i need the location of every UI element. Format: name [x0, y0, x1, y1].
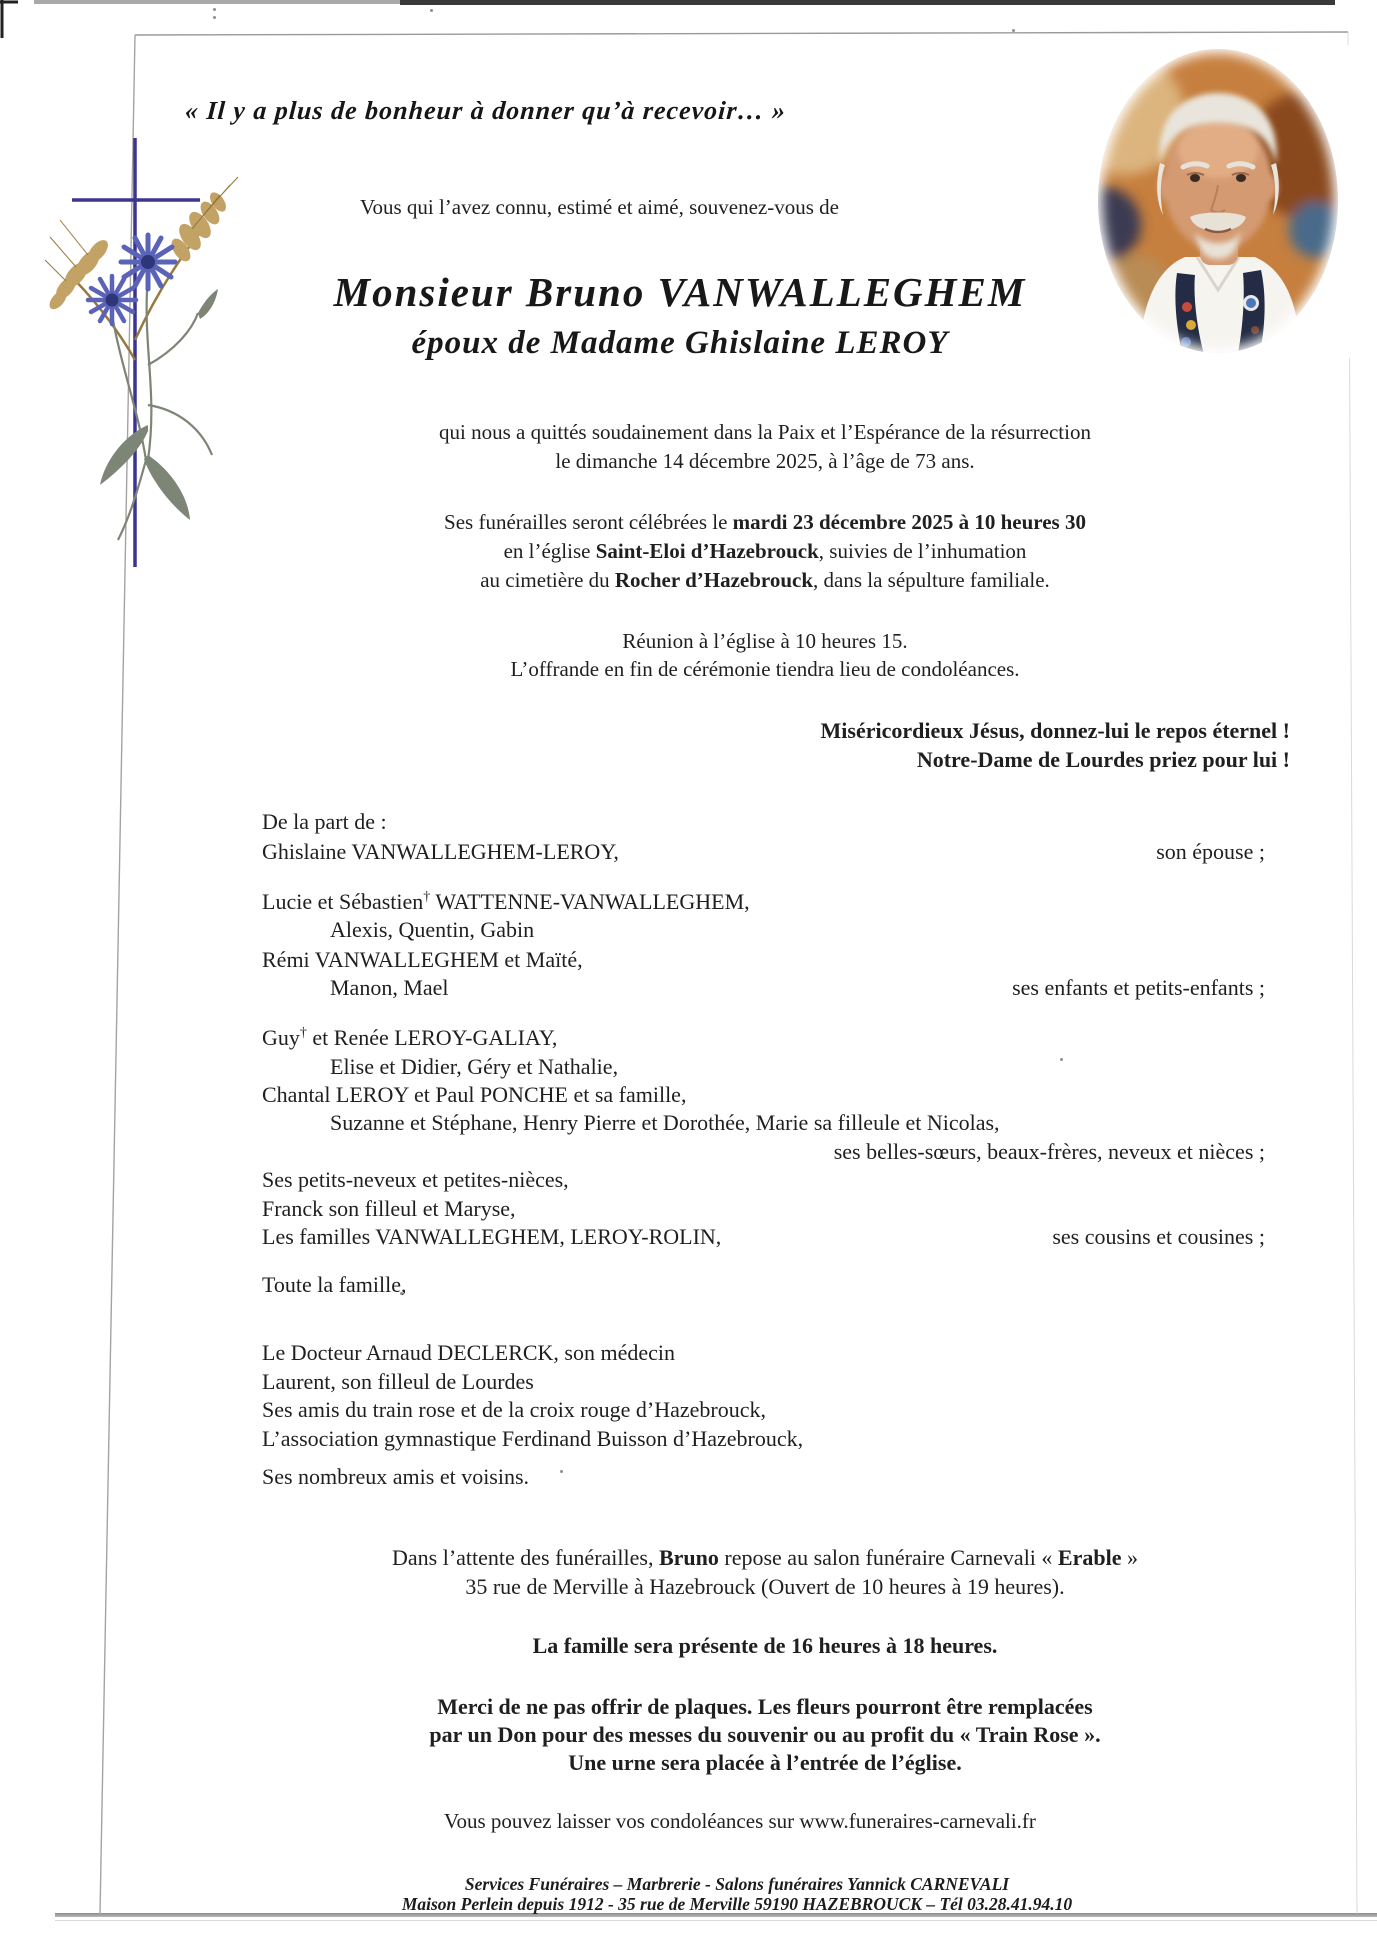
- deceased-spouse-line: époux de Madame Ghislaine LEROY: [411, 325, 949, 361]
- tribute-friends: Ses amis du train rose et de la croix rouge d’Hazebrouck,: [262, 1397, 766, 1422]
- guy-surname: et Renée LEROY-GALIAY,: [306, 1025, 558, 1050]
- family-row-guy: [262, 1023, 1265, 1053]
- wake-info: [150, 1543, 1377, 1601]
- family-row-remi-children: [262, 973, 1265, 1003]
- meeting-line: Réunion à l’église à 10 heures 15.: [622, 629, 908, 653]
- ceremony-info: [150, 627, 1377, 683]
- family-row-remi: Rémi VANWALLEGHEM et Maïté,: [262, 947, 583, 972]
- children-relation: ses enfants et petits-enfants ;: [1012, 975, 1265, 1000]
- wheat-head-right: [168, 177, 238, 265]
- scan-corner-bracket: [0, 0, 18, 38]
- wake-salon-name: Erable: [1057, 1545, 1122, 1570]
- funeral-line-1: [150, 508, 1377, 537]
- funeral-church: Saint-Eloi d’Hazebrouck: [595, 539, 819, 563]
- footer-line-1: Services Funéraires – Marbrerie - Salons funéraires Yannick CARNEVALI: [464, 1874, 1010, 1894]
- family-row-families: [262, 1222, 1265, 1252]
- prayer-line-2: Notre-Dame de Lourdes priez pour lui !: [916, 747, 1290, 772]
- condolences-line: Vous pouvez laisser vos condoléances sur www.funeraires-carnevali.fr: [444, 1809, 1036, 1833]
- family-row-inlaws-relation: ses belles-sœurs, beaux-frères, neveux et nièces ;: [833, 1139, 1265, 1164]
- family-row-wife: [262, 837, 1265, 867]
- cousins-relation: ses cousins et cousines ;: [1052, 1224, 1265, 1249]
- funeral-line-2-tail: , suivies de l’inhumation: [818, 539, 1027, 563]
- tribute-association: L’association gymnastique Ferdinand Buisson d’Hazebrouck,: [262, 1426, 804, 1451]
- wake-line-2: 35 rue de Merville à Hazebrouck (Ouvert de 10 heures à 19 heures).: [465, 1574, 1065, 1599]
- funeral-line-1-text: Ses funérailles seront célébrées le: [444, 510, 733, 534]
- offering-line: L’offrande en fin de cérémonie tiendra lieu de condoléances.: [510, 657, 1020, 681]
- deceased-title-block: [80, 263, 1280, 365]
- wake-line-1-text: Dans l’attente des funérailles,: [392, 1545, 659, 1570]
- passing-line-2: le dimanche 14 décembre 2025, à l’âge de 73 ans.: [555, 449, 975, 473]
- passing-line-1: qui nous a quittés soudainement dans la Paix et l’Espérance de la résurrection: [439, 420, 1091, 444]
- funeral-line-3: [150, 566, 1377, 595]
- family-row-whole-family: Toute la famille,: [262, 1272, 407, 1297]
- tribute-neighbors: Ses nombreux amis et voisins.: [262, 1464, 530, 1489]
- family-row-franck: Franck son filleul et Maryse,: [262, 1196, 516, 1221]
- deceased-name: Monsieur Bruno VANWALLEGHEM: [333, 269, 1027, 315]
- tribute-doctor: Le Docteur Arnaud DECLERCK, son médecin: [262, 1340, 676, 1365]
- wake-line-1-tail: »: [1121, 1545, 1138, 1570]
- family-row-lucie-children: Alexis, Quentin, Gabin: [330, 917, 535, 942]
- flowers-line-3: Une urne sera placée à l’entrée de l’église.: [568, 1750, 962, 1775]
- guy-name: Guy: [262, 1025, 300, 1050]
- wake-line-1: [150, 1543, 1377, 1572]
- families-names: Les familles VANWALLEGHEM, LEROY-ROLIN,: [262, 1224, 722, 1249]
- funeral-line-3-tail: , dans la sépulture familiale.: [813, 568, 1050, 592]
- funeral-details: [150, 508, 1377, 595]
- flowers-line-2: par un Don pour des messes du souvenir ou au profit du « Train Rose ».: [429, 1722, 1101, 1747]
- remi-children: Manon, Mael: [330, 975, 449, 1000]
- family-heading: De la part de :: [262, 809, 387, 834]
- flowers-notice: [150, 1693, 1377, 1777]
- funeral-line-3-text: au cimetière du: [480, 568, 615, 592]
- funeral-line-2: [150, 537, 1377, 566]
- tribute-laurent: Laurent, son filleul de Lourdes: [262, 1369, 534, 1394]
- family-presence-line: La famille sera présente de 16 heures à 18 heures.: [532, 1633, 998, 1658]
- passing-notice: [150, 418, 1377, 476]
- family-row-chantal: Chantal LEROY et Paul PONCHE et sa famille,: [262, 1082, 687, 1107]
- lucie-name: Lucie et Sébastien: [262, 889, 424, 914]
- memorial-quote: « Il y a plus de bonheur à donner qu’à recevoir… »: [184, 96, 788, 125]
- wake-first-name: Bruno: [658, 1545, 719, 1570]
- family-row-lucie: [262, 887, 1265, 917]
- family-row-grand-nephews: Ses petits-neveux et petites-nièces,: [262, 1167, 569, 1192]
- funeral-cemetery: Rocher d’Hazebrouck: [614, 568, 814, 592]
- funeral-line-2-text: en l’église: [503, 539, 596, 563]
- prayer-block: [500, 716, 1290, 774]
- intro-line: Vous qui l’avez connu, estimé et aimé, souvenez-vous de: [360, 195, 839, 219]
- family-row-elise: Elise et Didier, Géry et Nathalie,: [330, 1054, 619, 1079]
- prayer-line-1: Miséricordieux Jésus, donnez-lui le repos éternel !: [820, 718, 1290, 743]
- deceased-cross-icon: †: [299, 1025, 307, 1041]
- funeral-home-footer: [137, 1875, 1337, 1914]
- lucie-surname: WATTENNE-VANWALLEGHEM,: [430, 889, 750, 914]
- wife-relation: son épouse ;: [1156, 839, 1265, 864]
- wife-name: Ghislaine VANWALLEGHEM-LEROY,: [262, 839, 619, 864]
- footer-line-2: Maison Perlein depuis 1912 - 35 rue de Merville 59190 HAZEBROUCK – Tél 03.28.41.94.10: [401, 1893, 1073, 1914]
- funeral-date-time: mardi 23 décembre 2025 à 10 heures 30: [732, 510, 1086, 534]
- flowers-line-1: Merci de ne pas offrir de plaques. Les fleurs pourront être remplacées: [437, 1694, 1093, 1719]
- family-row-suzanne: Suzanne et Stéphane, Henry Pierre et Dorothée, Marie sa filleule et Nicolas,: [330, 1110, 1000, 1135]
- deceased-cross-icon: †: [423, 889, 431, 905]
- wake-line-1-mid: repose au salon funéraire Carnevali «: [718, 1545, 1058, 1570]
